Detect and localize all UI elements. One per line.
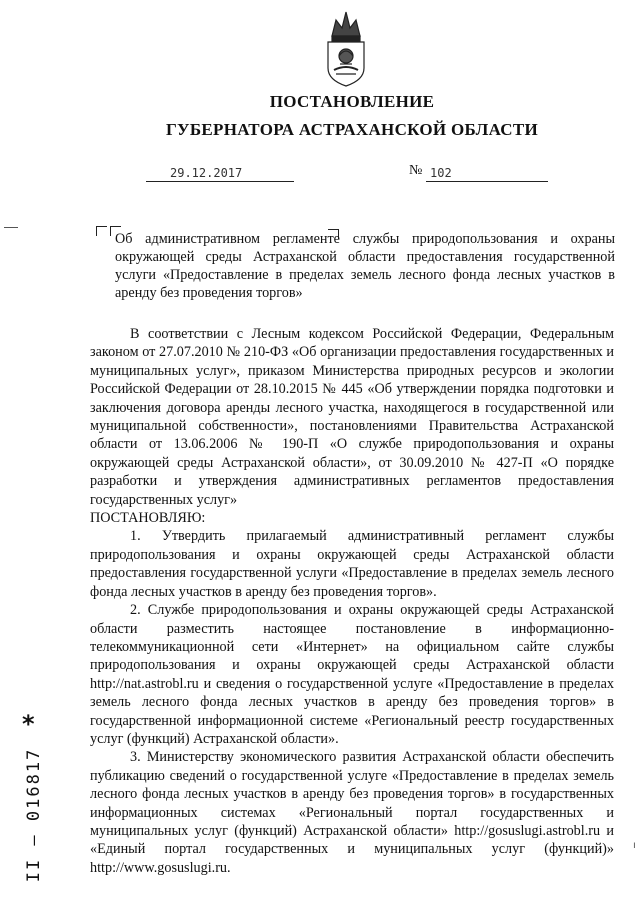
margin-dash: [4, 227, 18, 228]
item-1-paragraph: 1. Утвердить прилагаемый административный регламент службы природопользования и охраны окружающей среды Астраханской области предоставления государственной услуги «Предоставление в пределах земель лесного фонда лесных участков в аренду без проведения торгов».: [90, 528, 614, 600]
date-value: 29.12.2017: [170, 166, 243, 180]
document-title: ПОСТАНОВЛЕНИЕ: [269, 92, 435, 111]
number-value: 102: [430, 166, 452, 180]
number-sign: №: [409, 163, 423, 178]
date-field: [146, 163, 294, 182]
astrakhan-coat-of-arms-icon: [322, 6, 370, 88]
item-3-paragraph: 3. Министерству экономического развития Астраханской области обеспечить публикацию сведений о государственной услуге «Предоставление в пределах земель лесного фонда лесных участков в аренду без проведения торгов» в государственных информационных системах «Региональный портал государственных и муниципальных услуг (функций) Астраханской области» http://gosuslugi.astrobl.ru и «Единый портал государственных и муниципальных услуг (функций)» http://www.gosuslugi.ru.: [90, 749, 614, 876]
edge-mark: ı: [633, 840, 636, 851]
number-field: [426, 163, 548, 182]
serial-number: II – 016817: [24, 747, 44, 883]
item-2-paragraph: 2. Службе природопользования и охраны окружающей среды Астраханской области разместить настоящее постановление в информационно-телекоммуникационной сети «Интернет» на официальном сайте службы природопользования и охраны окружающей среды Астраханской области http://nat.astrobl.ru и сведения о государственной услуге «Предоставление в пределах земель лесного фонда лесных участков в аренду без проведения торгов» в государственной информационной системе «Региональный реестр государственных услуг (функций) Астраханской области».: [90, 602, 614, 747]
corner-mark-left: [96, 226, 107, 236]
resolve-heading: ПОСТАНОВЛЯЮ:: [90, 510, 206, 527]
document-subject: Об административном регламенте службы природопользования и охраны окружающей среды Астраханской области предоставления государственной услуги «Предоставление в пределах земель лесного фонда лесных участков в аренду без проведения торгов»: [115, 231, 615, 301]
margin-star: *: [22, 710, 35, 738]
document-body: [90, 325, 614, 877]
preamble-paragraph: В соответствии с Лесным кодексом Российской Федерации, Федеральным законом от 27.07.2010 № 210-ФЗ «Об организации предоставления государственных и муниципальных услуг», приказом Министерства природных ресурсов и экологии Российской Федерации от 28.10.2015 № 445 «Об утверждении порядка подготовки и заключения договора аренды лесного участка, находящегося в государственной или муниципальной собственности», постановлениями Правительства Астраханской области от 13.06.2006 № 190-П «О службе природопользования и охраны окружающей среды Астраханской области», от 30.09.2010 № 427-П «О порядке разработки и утверждения административных регламентов предоставления государственных услуг»: [90, 326, 614, 508]
document-subtitle: ГУБЕРНАТОРА АСТРАХАНСКОЙ ОБЛАСТИ: [165, 120, 539, 139]
